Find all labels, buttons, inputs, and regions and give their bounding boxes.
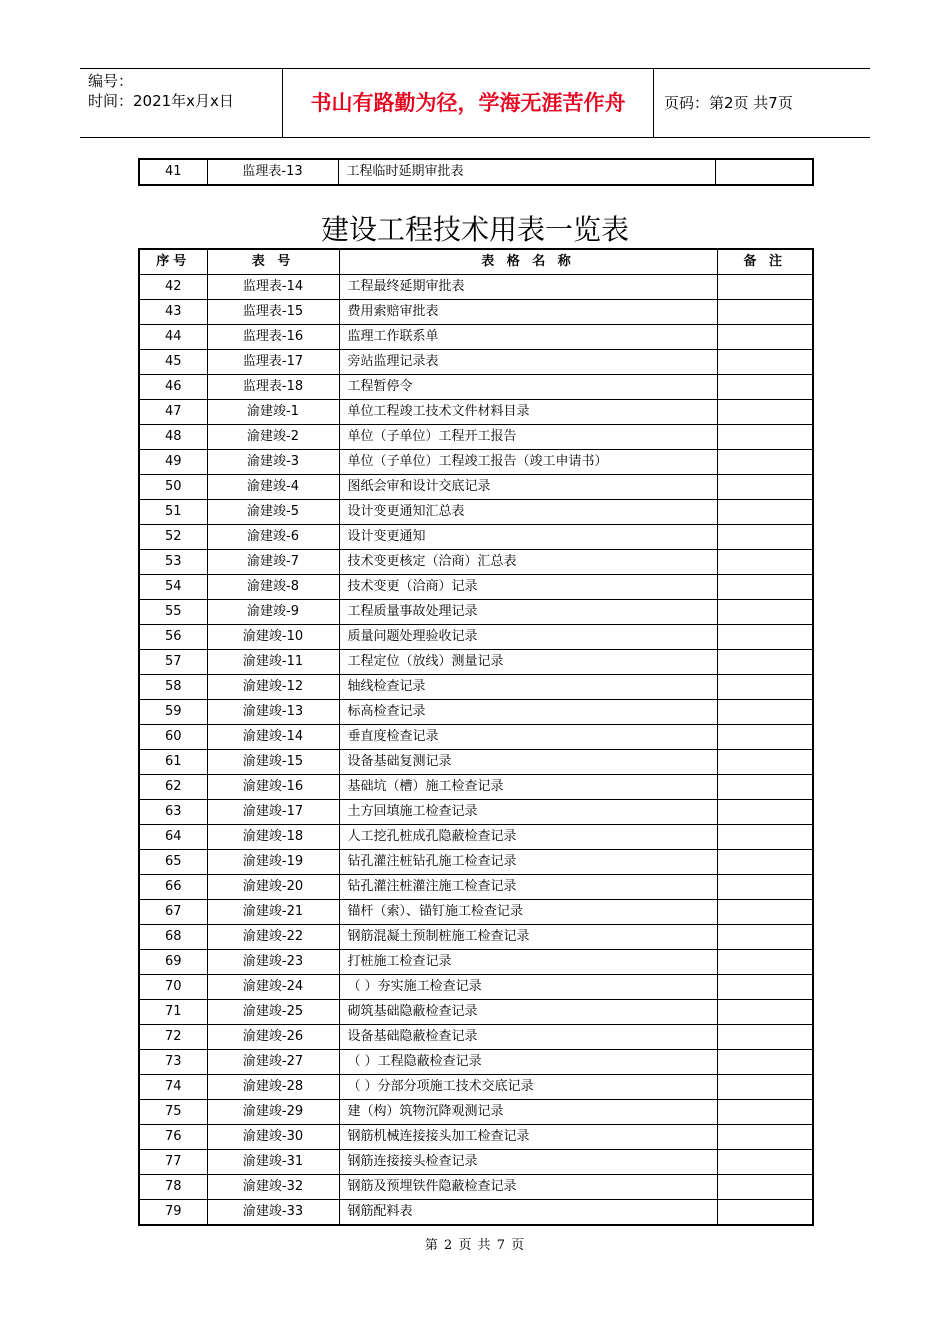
table-row [139, 550, 813, 575]
table-row [139, 750, 813, 775]
row-number: 61 [139, 750, 207, 775]
form-name: 技术变更（洽商）记录 [339, 575, 717, 600]
form-code: 渝建竣-24 [207, 975, 339, 1000]
table-row [139, 159, 813, 185]
row-number: 68 [139, 925, 207, 950]
form-code: 渝建竣-26 [207, 1025, 339, 1050]
table-row [139, 700, 813, 725]
form-name: 设计变更通知汇总表 [339, 500, 717, 525]
form-note [717, 900, 813, 925]
row-number: 47 [139, 400, 207, 425]
form-code: 渝建竣-31 [207, 1150, 339, 1175]
form-name: 图纸会审和设计交底记录 [339, 475, 717, 500]
row-number: 65 [139, 850, 207, 875]
form-code: 渝建竣-28 [207, 1075, 339, 1100]
row-number: 66 [139, 875, 207, 900]
table-row [139, 675, 813, 700]
form-note [717, 875, 813, 900]
form-name: 土方回填施工检查记录 [339, 800, 717, 825]
table-row [139, 775, 813, 800]
form-name: （ ）分部分项施工技术交底记录 [339, 1075, 717, 1100]
form-name: 单位（子单位）工程竣工报告（竣工申请书） [339, 450, 717, 475]
form-note [717, 350, 813, 375]
row-number: 54 [139, 575, 207, 600]
row-number: 53 [139, 550, 207, 575]
form-code: 监理表-16 [207, 325, 339, 350]
table-row [139, 525, 813, 550]
form-name: 技术变更核定（洽商）汇总表 [339, 550, 717, 575]
form-note [717, 850, 813, 875]
form-code: 监理表-14 [207, 275, 339, 300]
form-code: 渝建竣-29 [207, 1100, 339, 1125]
form-code: 渝建竣-7 [207, 550, 339, 575]
form-name: 设备基础复测记录 [339, 750, 717, 775]
table-row [139, 1100, 813, 1125]
table-row [139, 350, 813, 375]
row-number: 78 [139, 1175, 207, 1200]
form-note [717, 1000, 813, 1025]
table-row [139, 1025, 813, 1050]
form-code: 渝建竣-20 [207, 875, 339, 900]
form-note [717, 500, 813, 525]
table-row [139, 425, 813, 450]
form-code: 渝建竣-30 [207, 1125, 339, 1150]
form-name: 工程最终延期审批表 [339, 275, 717, 300]
form-note [717, 700, 813, 725]
form-code: 渝建竣-1 [207, 400, 339, 425]
row-number: 42 [139, 275, 207, 300]
row-number: 79 [139, 1200, 207, 1226]
form-name: 标高检查记录 [339, 700, 717, 725]
table-row [139, 600, 813, 625]
form-code: 渝建竣-14 [207, 725, 339, 750]
page-header [80, 68, 870, 138]
form-note [717, 750, 813, 775]
form-name: （ ）夯实施工检查记录 [339, 975, 717, 1000]
table-row [139, 900, 813, 925]
table-row [139, 450, 813, 475]
form-note [717, 975, 813, 1000]
row-number: 57 [139, 650, 207, 675]
form-note [717, 650, 813, 675]
table-row [139, 475, 813, 500]
row-number: 60 [139, 725, 207, 750]
row-number: 52 [139, 525, 207, 550]
row-number: 67 [139, 900, 207, 925]
header-motto: 书山有路勤为径，学海无涯苦作舟 [283, 69, 654, 137]
form-code: 渝建竣-21 [207, 900, 339, 925]
form-note [717, 550, 813, 575]
form-name: 工程临时延期审批表 [338, 159, 715, 185]
table-row [139, 400, 813, 425]
form-note [717, 300, 813, 325]
row-number: 74 [139, 1075, 207, 1100]
table-row [139, 325, 813, 350]
form-code: 渝建竣-5 [207, 500, 339, 525]
form-name: 打桩施工检查记录 [339, 950, 717, 975]
table-header-row [139, 249, 813, 275]
header-meta [80, 69, 283, 137]
document-number-label: 编号： [88, 72, 134, 90]
form-note [717, 950, 813, 975]
table-row [139, 500, 813, 525]
form-name: 钻孔灌注桩灌注施工检查记录 [339, 875, 717, 900]
row-number: 49 [139, 450, 207, 475]
form-name: 钢筋机械连接接头加工检查记录 [339, 1125, 717, 1150]
row-number: 72 [139, 1025, 207, 1050]
table-row [139, 650, 813, 675]
row-number: 55 [139, 600, 207, 625]
form-note [717, 425, 813, 450]
row-number: 59 [139, 700, 207, 725]
row-number: 41 [139, 159, 207, 185]
table-row [139, 1075, 813, 1100]
form-code: 渝建竣-6 [207, 525, 339, 550]
form-code: 渝建竣-4 [207, 475, 339, 500]
form-name: 旁站监理记录表 [339, 350, 717, 375]
table-row [139, 575, 813, 600]
form-note [717, 600, 813, 625]
form-note [717, 325, 813, 350]
forms-table [138, 248, 814, 1226]
row-number: 70 [139, 975, 207, 1000]
row-number: 43 [139, 300, 207, 325]
form-code: 监理表-17 [207, 350, 339, 375]
form-note [715, 159, 813, 185]
row-number: 51 [139, 500, 207, 525]
table-row [139, 875, 813, 900]
table-row [139, 1125, 813, 1150]
form-code: 渝建竣-25 [207, 1000, 339, 1025]
row-number: 58 [139, 675, 207, 700]
form-code: 监理表-13 [207, 159, 338, 185]
row-number: 76 [139, 1125, 207, 1150]
row-number: 73 [139, 1050, 207, 1075]
form-note [717, 1125, 813, 1150]
form-name: 建（构）筑物沉降观测记录 [339, 1100, 717, 1125]
form-code: 渝建竣-32 [207, 1175, 339, 1200]
form-note [717, 450, 813, 475]
form-code: 渝建竣-17 [207, 800, 339, 825]
row-number: 75 [139, 1100, 207, 1125]
form-note [717, 825, 813, 850]
form-note [717, 575, 813, 600]
form-name: （ ）工程隐蔽检查记录 [339, 1050, 717, 1075]
form-name: 轴线检查记录 [339, 675, 717, 700]
form-name: 工程暂停令 [339, 375, 717, 400]
row-number: 62 [139, 775, 207, 800]
form-note [717, 675, 813, 700]
form-code: 渝建竣-23 [207, 950, 339, 975]
form-name: 监理工作联系单 [339, 325, 717, 350]
row-number: 64 [139, 825, 207, 850]
table-row [139, 375, 813, 400]
form-code: 渝建竣-33 [207, 1200, 339, 1226]
table-row [139, 275, 813, 300]
table-row [139, 975, 813, 1000]
form-code: 监理表-15 [207, 300, 339, 325]
table-row [139, 950, 813, 975]
table-row [139, 800, 813, 825]
form-name: 设备基础隐蔽检查记录 [339, 1025, 717, 1050]
row-number: 71 [139, 1000, 207, 1025]
row-number: 46 [139, 375, 207, 400]
form-code: 渝建竣-16 [207, 775, 339, 800]
row-number: 45 [139, 350, 207, 375]
row-number: 50 [139, 475, 207, 500]
form-note [717, 1100, 813, 1125]
table-row [139, 725, 813, 750]
form-note [717, 1150, 813, 1175]
table-row [139, 300, 813, 325]
form-name: 垂直度检查记录 [339, 725, 717, 750]
form-name: 钻孔灌注桩钻孔施工检查记录 [339, 850, 717, 875]
form-note [717, 1075, 813, 1100]
row-number: 63 [139, 800, 207, 825]
form-note [717, 725, 813, 750]
table-row [139, 1200, 813, 1226]
column-header-code: 表 号 [207, 249, 339, 275]
continuation-table [138, 158, 814, 186]
form-name: 单位工程竣工技术文件材料目录 [339, 400, 717, 425]
row-number: 44 [139, 325, 207, 350]
form-note [717, 1025, 813, 1050]
table-row [139, 850, 813, 875]
table-row [139, 1050, 813, 1075]
form-note [717, 1200, 813, 1226]
form-note [717, 475, 813, 500]
form-note [717, 275, 813, 300]
form-note [717, 1175, 813, 1200]
table-row [139, 1175, 813, 1200]
form-code: 渝建竣-3 [207, 450, 339, 475]
form-code: 渝建竣-18 [207, 825, 339, 850]
form-code: 渝建竣-11 [207, 650, 339, 675]
row-number: 77 [139, 1150, 207, 1175]
form-name: 质量问题处理验收记录 [339, 625, 717, 650]
form-name: 钢筋连接接头检查记录 [339, 1150, 717, 1175]
form-note [717, 375, 813, 400]
form-note [717, 525, 813, 550]
form-code: 渝建竣-10 [207, 625, 339, 650]
form-name: 钢筋及预埋铁件隐蔽检查记录 [339, 1175, 717, 1200]
form-code: 渝建竣-19 [207, 850, 339, 875]
form-code: 渝建竣-8 [207, 575, 339, 600]
form-note [717, 925, 813, 950]
form-name: 设计变更通知 [339, 525, 717, 550]
form-code: 渝建竣-22 [207, 925, 339, 950]
document-date-label: 时间：2021年x月x日 [88, 92, 234, 110]
table-row [139, 625, 813, 650]
form-code: 渝建竣-2 [207, 425, 339, 450]
page-title: 建设工程技术用表一览表 [320, 213, 629, 246]
form-name: 工程质量事故处理记录 [339, 600, 717, 625]
form-note [717, 625, 813, 650]
form-name: 人工挖孔桩成孔隐蔽检查记录 [339, 825, 717, 850]
form-name: 工程定位（放线）测量记录 [339, 650, 717, 675]
form-name: 钢筋配料表 [339, 1200, 717, 1226]
form-name: 费用索赔审批表 [339, 300, 717, 325]
form-name: 基础坑（槽）施工检查记录 [339, 775, 717, 800]
form-note [717, 775, 813, 800]
form-note [717, 1050, 813, 1075]
row-number: 48 [139, 425, 207, 450]
form-code: 监理表-18 [207, 375, 339, 400]
form-code: 渝建竣-15 [207, 750, 339, 775]
table-row [139, 825, 813, 850]
form-code: 渝建竣-13 [207, 700, 339, 725]
table-row [139, 1150, 813, 1175]
row-number: 69 [139, 950, 207, 975]
column-header-number: 序号 [139, 249, 207, 275]
form-code: 渝建竣-27 [207, 1050, 339, 1075]
form-name: 钢筋混凝土预制桩施工检查记录 [339, 925, 717, 950]
page-footer: 第 2 页 共 7 页 [424, 1238, 526, 1253]
table-row [139, 925, 813, 950]
header-page-number: 页码：第2页 共7页 [664, 94, 793, 112]
column-header-name: 表 格 名 称 [339, 249, 717, 275]
form-code: 渝建竣-12 [207, 675, 339, 700]
table-row [139, 1000, 813, 1025]
form-name: 单位（子单位）工程开工报告 [339, 425, 717, 450]
form-note [717, 400, 813, 425]
form-code: 渝建竣-9 [207, 600, 339, 625]
row-number: 56 [139, 625, 207, 650]
form-name: 砌筑基础隐蔽检查记录 [339, 1000, 717, 1025]
form-name: 锚杆（索）、锚钉施工检查记录 [339, 900, 717, 925]
column-header-note: 备 注 [717, 249, 813, 275]
form-note [717, 800, 813, 825]
